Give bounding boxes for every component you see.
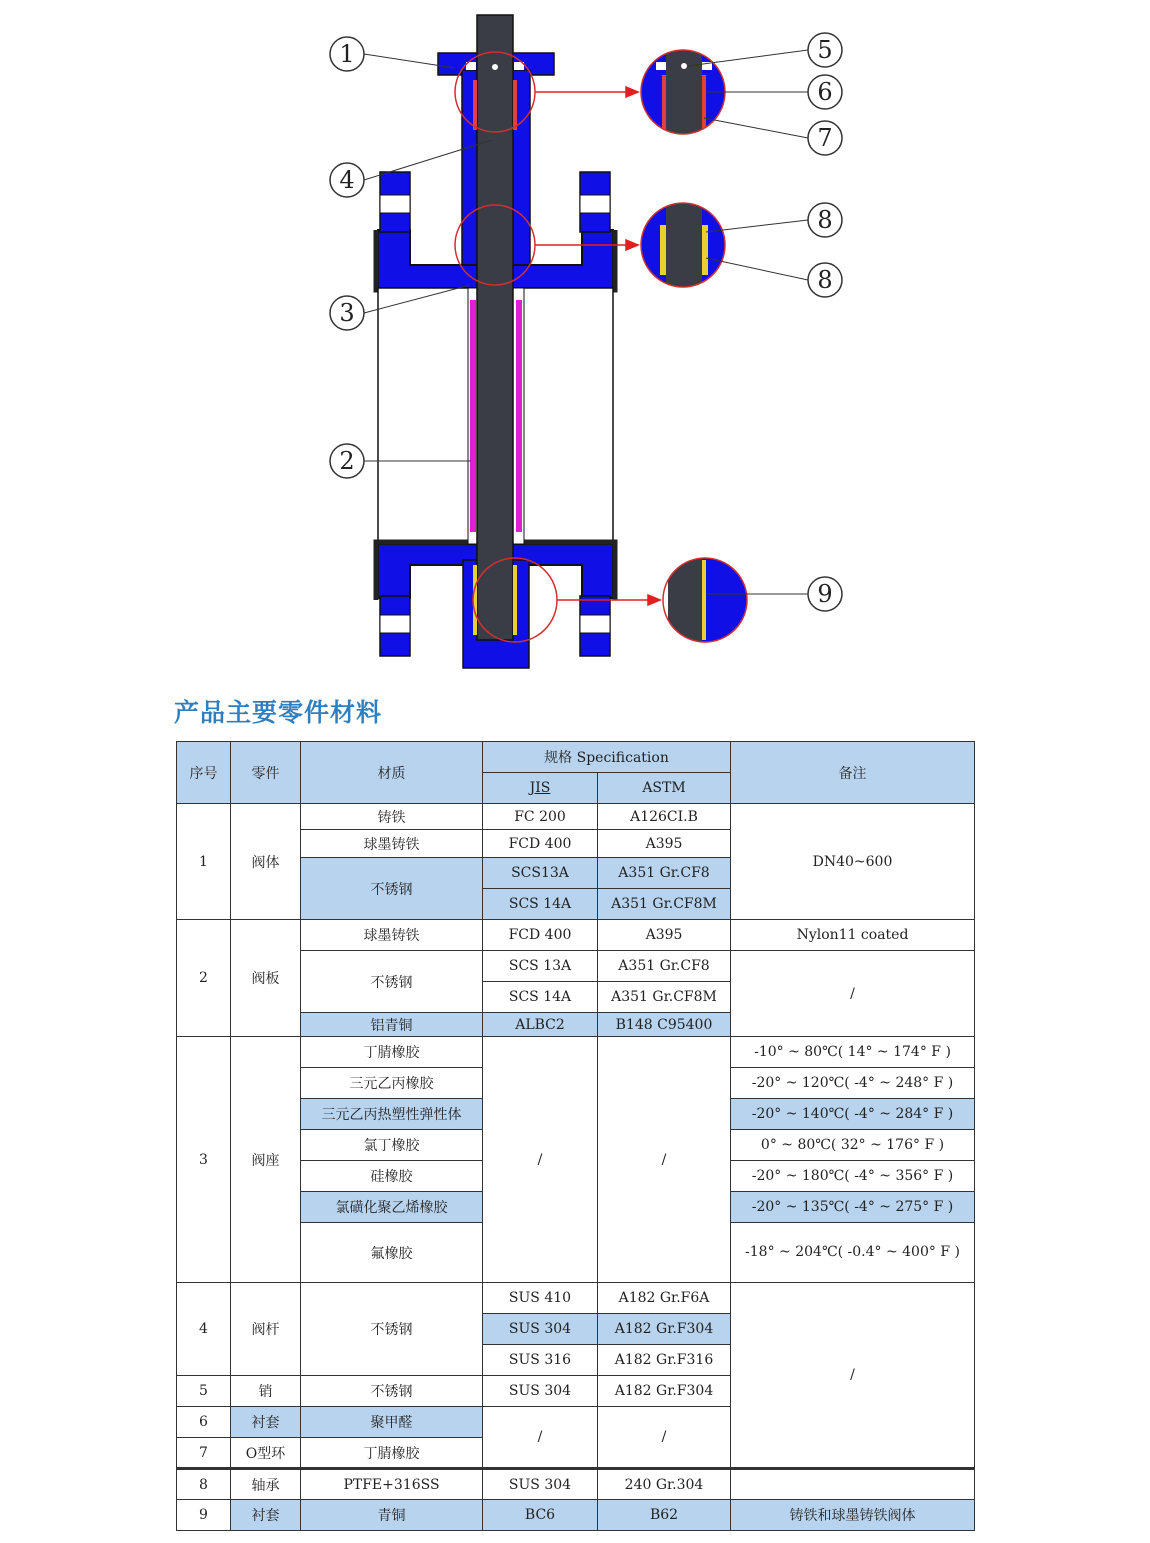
row-material: 球墨铸铁	[301, 920, 483, 951]
row-no: 6	[177, 1407, 231, 1438]
table-row	[177, 920, 975, 951]
row-material: PTFE+316SS	[301, 1469, 483, 1500]
table-row	[177, 1469, 975, 1500]
row-part: 轴承	[231, 1469, 301, 1500]
callout-2: 2	[339, 447, 355, 475]
table-row	[177, 1500, 975, 1531]
callout-9: 9	[817, 580, 833, 608]
valve-cross-section-diagram	[0, 0, 1150, 690]
row-astm: B62	[598, 1500, 731, 1531]
row-material: 氯磺化聚乙烯橡胶	[301, 1192, 483, 1223]
row-remark: -20° ~ 180℃( -4° ~ 356° F )	[731, 1161, 975, 1192]
row-part: 衬套	[231, 1407, 301, 1438]
row-remark: 铸铁和球墨铸铁阀体	[731, 1500, 975, 1531]
row-jis: BC6	[483, 1500, 598, 1531]
row-material: 硅橡胶	[301, 1161, 483, 1192]
row-remark: -10° ~ 80℃( 14° ~ 174° F )	[731, 1037, 975, 1068]
row-astm: A182 Gr.F304	[598, 1376, 731, 1407]
row-jis: /	[483, 1037, 598, 1283]
row-material: 不锈钢	[301, 858, 483, 920]
callout-6: 6	[817, 78, 833, 106]
row-remark: Nylon11 coated	[731, 920, 975, 951]
row-astm: A395	[598, 920, 731, 951]
row-remark: /	[731, 951, 975, 1037]
row-part: 阀杆	[231, 1283, 301, 1376]
row-remark: -18° ~ 204℃( -0.4° ~ 400° F )	[731, 1223, 975, 1283]
header-material: 材质	[301, 742, 483, 804]
materials-table	[176, 741, 975, 1531]
header-remark: 备注	[731, 742, 975, 804]
header-part: 零件	[231, 742, 301, 804]
row-material: 氯丁橡胶	[301, 1130, 483, 1161]
callout-8b: 8	[817, 266, 833, 294]
detail-view-top	[640, 40, 730, 150]
row-no: 3	[177, 1037, 231, 1283]
row-jis: FC 200	[483, 804, 598, 830]
row-remark: -20° ~ 135℃( -4° ~ 275° F )	[731, 1192, 975, 1223]
header-no: 序号	[177, 742, 231, 804]
row-jis: SCS 13A	[483, 951, 598, 982]
table-row	[177, 804, 975, 830]
row-material: 铝青铜	[301, 1013, 483, 1037]
row-astm: /	[598, 1407, 731, 1469]
row-astm: /	[598, 1037, 731, 1283]
row-astm: A182 Gr.F316	[598, 1345, 731, 1376]
row-jis: FCD 400	[483, 920, 598, 951]
callout-1: 1	[339, 40, 355, 68]
row-jis: SCS 14A	[483, 889, 598, 920]
detail-view-bottom	[660, 555, 750, 645]
row-part: 销	[231, 1376, 301, 1407]
row-remark: 0° ~ 80℃( 32° ~ 176° F )	[731, 1130, 975, 1161]
row-part: 阀板	[231, 920, 301, 1037]
header-spec: 规格 Specification	[483, 742, 731, 773]
row-remark	[731, 1469, 975, 1500]
row-astm: 240 Gr.304	[598, 1469, 731, 1500]
row-astm: A395	[598, 830, 731, 858]
row-material: 青铜	[301, 1500, 483, 1531]
row-part: 阀座	[231, 1037, 301, 1283]
row-jis: SUS 316	[483, 1345, 598, 1376]
row-material: 不锈钢	[301, 1283, 483, 1376]
row-material: 铸铁	[301, 804, 483, 830]
row-no: 4	[177, 1283, 231, 1376]
detail-view-middle	[640, 195, 730, 305]
row-jis: /	[483, 1407, 598, 1469]
header-jis: JIS	[483, 773, 598, 804]
row-astm: A351 Gr.CF8	[598, 951, 731, 982]
callout-8a: 8	[817, 206, 833, 234]
row-jis: SCS13A	[483, 858, 598, 889]
row-material: 聚甲醛	[301, 1407, 483, 1438]
row-jis: SUS 304	[483, 1314, 598, 1345]
row-material: 三元乙丙热塑性弹性体	[301, 1099, 483, 1130]
row-no: 9	[177, 1500, 231, 1531]
row-material: 球墨铸铁	[301, 830, 483, 858]
row-material: 不锈钢	[301, 951, 483, 1013]
row-material: 氟橡胶	[301, 1223, 483, 1283]
row-jis: SUS 304	[483, 1376, 598, 1407]
valve-stem	[477, 15, 513, 640]
row-jis: FCD 400	[483, 830, 598, 858]
row-astm: A126CI.B	[598, 804, 731, 830]
row-material: 丁腈橡胶	[301, 1438, 483, 1469]
callout-7: 7	[817, 124, 833, 152]
row-no: 7	[177, 1438, 231, 1469]
row-part: O型环	[231, 1438, 301, 1469]
row-material: 丁腈橡胶	[301, 1037, 483, 1068]
row-jis: ALBC2	[483, 1013, 598, 1037]
callout-3: 3	[339, 299, 355, 327]
row-material: 不锈钢	[301, 1376, 483, 1407]
row-jis: SCS 14A	[483, 982, 598, 1013]
row-remark: -20° ~ 140℃( -4° ~ 284° F )	[731, 1099, 975, 1130]
row-no: 1	[177, 804, 231, 920]
row-remark: DN40~600	[731, 804, 975, 920]
row-astm: A351 Gr.CF8	[598, 858, 731, 889]
row-remark: /	[731, 1283, 975, 1469]
section-title: 产品主要零件材料	[174, 698, 383, 727]
row-astm: A351 Gr.CF8M	[598, 889, 731, 920]
callout-5: 5	[817, 36, 833, 64]
row-part: 阀体	[231, 804, 301, 920]
row-astm: A182 Gr.F304	[598, 1314, 731, 1345]
row-no: 8	[177, 1469, 231, 1500]
table-row	[177, 1283, 975, 1314]
row-astm: A182 Gr.F6A	[598, 1283, 731, 1314]
row-astm: A351 Gr.CF8M	[598, 982, 731, 1013]
row-material: 三元乙丙橡胶	[301, 1068, 483, 1099]
row-no: 2	[177, 920, 231, 1037]
row-astm: B148 C95400	[598, 1013, 731, 1037]
row-jis: SUS 304	[483, 1469, 598, 1500]
row-part: 衬套	[231, 1500, 301, 1531]
row-jis: SUS 410	[483, 1283, 598, 1314]
callout-4: 4	[339, 166, 355, 194]
row-no: 5	[177, 1376, 231, 1407]
table-row	[177, 1037, 975, 1068]
row-remark: -20° ~ 120℃( -4° ~ 248° F )	[731, 1068, 975, 1099]
header-astm: ASTM	[598, 773, 731, 804]
